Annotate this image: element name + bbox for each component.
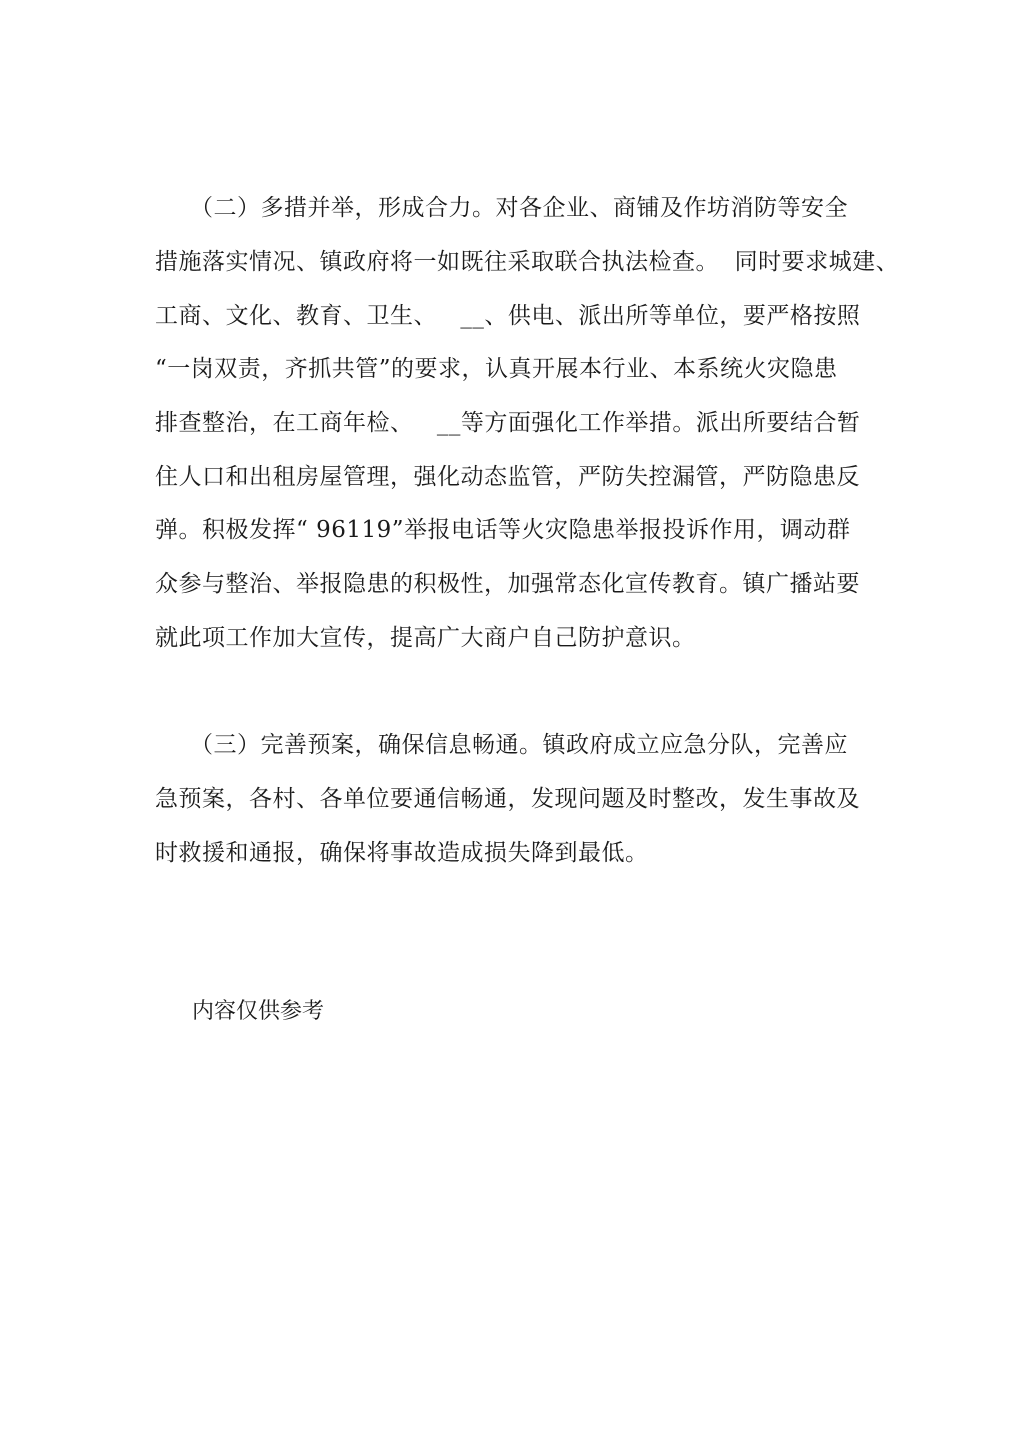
paragraph-line: 排查整治，在工商年检、 __等方面强化工作举措。派出所要结合暂 bbox=[155, 410, 861, 436]
footer-note: 内容仅供参考 bbox=[192, 999, 325, 1024]
paragraph-line: （二）多措并举，形成合力。对各企业、商铺及作坊消防等安全 bbox=[190, 195, 848, 221]
paragraph-line: 急预案，各村、各单位要通信畅通，发现问题及时整改，发生事故及 bbox=[155, 786, 860, 812]
paragraph-line: （三）完善预案，确保信息畅通。镇政府成立应急分队，完善应 bbox=[190, 732, 848, 758]
paragraph-line: “一岗双责，齐抓共管”的要求，认真开展本行业、本系统火灾隐患 bbox=[155, 356, 838, 382]
paragraph-line: 措施落实情况、镇政府将一如既往采取联合执法检查。 同时要求城建、 bbox=[155, 249, 900, 275]
paragraph-line: 住人口和出租房屋管理，强化动态监管，严防失控漏管，严防隐患反 bbox=[155, 464, 860, 490]
paragraph-line: 众参与整治、举报隐患的积极性，加强常态化宣传教育。镇广播站要 bbox=[155, 571, 860, 597]
paragraph-line: 时救援和通报，确保将事故造成损失降到最低。 bbox=[155, 840, 649, 866]
paragraph-line: 弹。积极发挥“ 96119”举报电话等火灾隐患举报投诉作用，调动群 bbox=[155, 517, 851, 543]
paragraph-line: 工商、文化、教育、卫生、 __、供电、派出所等单位，要严格按照 bbox=[155, 303, 861, 329]
paragraph-line: 就此项工作加大宣传，提高广大商户自己防护意识。 bbox=[155, 625, 696, 651]
